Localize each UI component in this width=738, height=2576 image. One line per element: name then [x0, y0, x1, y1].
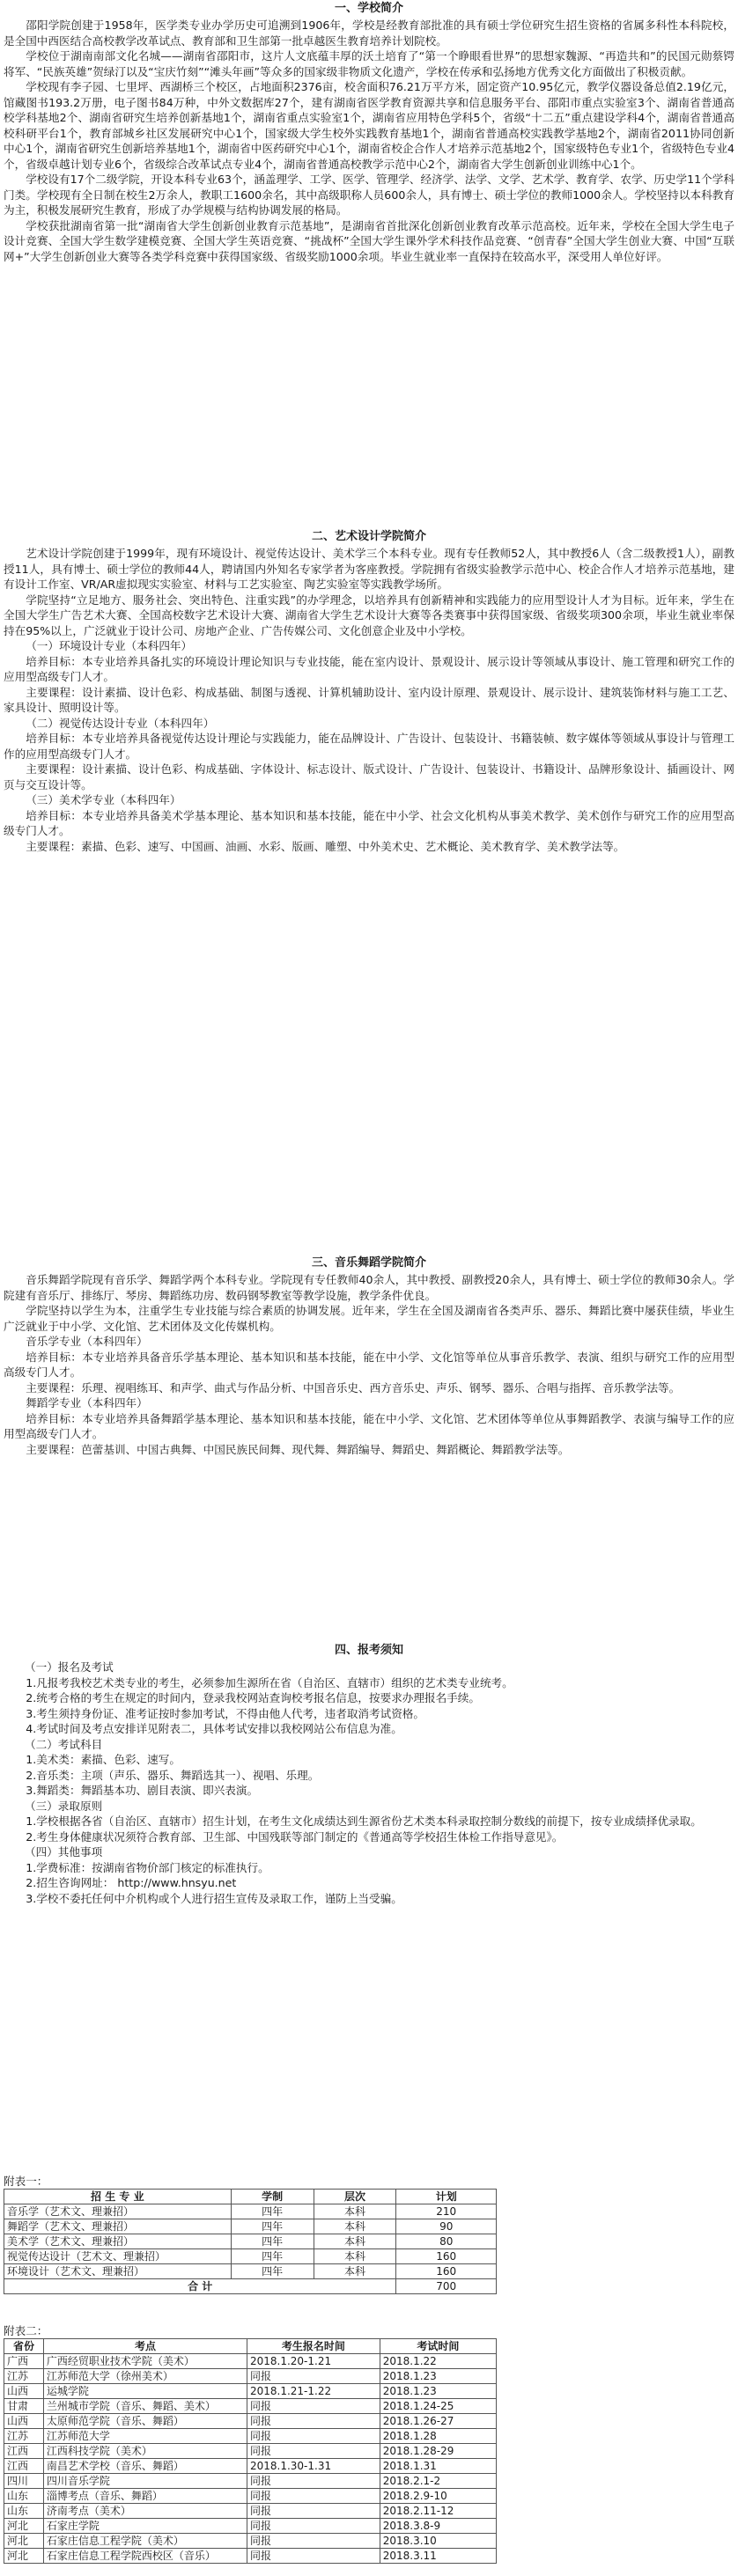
cell-total-label: 合 计 [4, 2279, 396, 2294]
cell-province: 江苏 [4, 2429, 44, 2444]
cell-signup: 同报 [247, 2489, 380, 2504]
header-cell: 考点 [43, 2339, 247, 2354]
cell-major: 视觉传达设计（艺术文、理兼招） [4, 2249, 232, 2264]
plan-caption: 附表一： [4, 2175, 48, 2188]
cell-venue: 淄博考点（音乐、舞蹈） [43, 2489, 247, 2504]
notes-line: 4.考试时间及考点安排详见附表二，具体考试安排以我校网站公布信息为准。 [26, 1722, 402, 1735]
cell-venue: 广西经贸职业技术学院（美术） [43, 2354, 247, 2369]
notes-line: 3.学校不委托任何中介机构或个人进行招生宣传及录取工作，谨防上当受骗。 [26, 1891, 402, 1905]
cell-venue: 江西科技学院（美术） [43, 2444, 247, 2459]
cell-major: 环境设计（艺术文、理兼招） [4, 2264, 232, 2279]
paragraph: 邵阳学院创建于1958年，医学类专业办学历史可追溯到1906年，学校是经教育部批准的具有硕士学位研究生招生资格的省属多科性本科院校，是全国中西医结合高校教学改革试点、教育部和卫生部第一批卓越医生教育培养计划院校。 [4, 18, 734, 48]
notes-heading: （二）考试科目 [25, 1737, 103, 1751]
art-design-intro [0, 528, 738, 854]
cell-exam-date: 2018.1.28 [380, 2429, 496, 2444]
cell-venue: 江苏师范大学（徐州美术） [43, 2369, 247, 2384]
major-line: 主要课程：设计素描、设计色彩、构成基础、制图与透视、计算机辅助设计、室内设计原理、景观设计、展示设计、建筑装饰材料与施工工艺、家具设计、照明设计等。 [4, 685, 734, 714]
paragraph: 学院坚持“立足地方、服务社会、突出特色、注重实践”的办学理念，以培养具有创新精神和实践能力的应用型设计人才为目标。近年来，学生在全国大学生广告艺术大赛、全国高校数字艺术设计大赛、湖南省大学生艺术设计大赛等各类赛事中获得国家级、省级奖项300余项，毕业生就业率保持在95%以上，广泛就业于设计公司、房地产企业、广告传媒公司、文化创意企业及中小学校。 [4, 592, 734, 637]
cell-major: 音乐学（艺术文、理兼招） [4, 2204, 232, 2219]
cell-signup: 同报 [247, 2399, 380, 2414]
cell-signup: 同报 [247, 2444, 380, 2459]
cell-province: 甘肃 [4, 2399, 44, 2414]
table-row [4, 2549, 497, 2564]
table-row [4, 2459, 497, 2474]
notes-line: 1.学费标准：按湖南省物价部门核定的标准执行。 [26, 1860, 269, 1874]
notes-heading: （一）报名及考试 [25, 1660, 114, 1674]
cell-exam-date: 2018.2.9-10 [380, 2489, 496, 2504]
cell-exam-date: 2018.2.11-12 [380, 2504, 496, 2519]
section-title-school: 一、学校简介 [334, 2, 403, 15]
cell-level: 本科 [314, 2264, 396, 2279]
cell-exam-date: 2018.3.11 [380, 2549, 496, 2564]
notes-line: 2.音乐类：主项（声乐、器乐、舞蹈选其一）、视唱、乐理。 [26, 1768, 320, 1782]
cell-major: 舞蹈学（艺术文、理兼招） [4, 2219, 232, 2234]
notes-line: 3.舞蹈类：舞蹈基本功、剧目表演、即兴表演。 [26, 1784, 259, 1797]
major-line: 主要课程：设计素描、设计色彩、构成基础、字体设计、标志设计、版式设计、广告设计、包装设计、书籍设计、品牌形象设计、插画设计、网页与交互设计等。 [4, 762, 734, 791]
major-line: 培养目标：本专业培养具备美术学基本理论、基本知识和基本技能，能在中小学、社会文化机构从事美术教学、美术创作与研究工作的应用型高级专门人才。 [4, 808, 734, 837]
cell-venue: 南昌艺术学校（音乐、舞蹈） [43, 2459, 247, 2474]
paragraph: 学院坚持以学生为本，注重学生专业技能与综合素质的协调发展。近年来，学生在全国及湖南省各类声乐、器乐、舞蹈比赛中屡获佳绩，毕业生广泛就业于中小学、文化馆、艺术团体及文化传媒机构。 [4, 1304, 734, 1333]
section-title-art: 二、艺术设计学院简介 [311, 530, 426, 543]
paragraph: 音乐舞蹈学院现有音乐学、舞蹈学两个本科专业。学院现有专任教师40余人，其中教授、副教授20余人，具有博士、硕士学位的教师30余人。学院建有音乐厅、排练厅、琴房、舞蹈练功房、数码钢琴教室等教学设施，教学条件优良。 [4, 1273, 734, 1302]
cell-signup: 同报 [247, 2429, 380, 2444]
table-row [4, 2234, 497, 2249]
header-cell: 招 生 专 业 [4, 2190, 232, 2204]
cell-signup: 2018.1.30-1.31 [247, 2459, 380, 2474]
cell-province: 河北 [4, 2519, 44, 2534]
section-title-notes: 四、报考须知 [334, 1644, 403, 1657]
cell-duration: 四年 [231, 2264, 314, 2279]
cell-signup: 同报 [247, 2534, 380, 2549]
table-row [4, 2414, 497, 2429]
paragraph: 学校获批湖南省第一批“湖南省大学生创新创业教育示范基地”，是湖南省首批深化创新创业教育改革示范高校。近年来，学校在全国大学生电子设计竞赛、全国大学生数学建模竞赛、全国大学生英语竞赛、“挑战杯”全国大学生课外学术科技作品竞赛、“创青春”全国大学生创业大赛、中国“互联网+”大学生创新创业大赛等各类学科竞赛中获得国家级、省级奖励1000余项。毕业生就业率一直保持在较高水平，深受用人单位好评。 [4, 218, 734, 263]
cell-venue: 四川音乐学院 [43, 2474, 247, 2489]
header-cell: 省份 [4, 2339, 44, 2354]
cell-duration: 四年 [231, 2204, 314, 2219]
major-heading: 音乐学专业（本科四年） [26, 1335, 148, 1348]
website-link[interactable]: http://www.hnsyu.net [117, 1876, 237, 1889]
table-row [4, 2249, 497, 2264]
table-row [4, 2369, 497, 2384]
table-row [4, 2504, 497, 2519]
major-heading: 舞蹈学专业（本科四年） [26, 1396, 148, 1409]
cell-signup: 同报 [247, 2504, 380, 2519]
table-header-row [4, 2339, 497, 2354]
table-row [4, 2534, 497, 2549]
paragraph: 艺术设计学院创建于1999年，现有环境设计、视觉传达设计、美术学三个本科专业。现有专任教师52人，其中教授6人（含二级教授1人），副教授11人，具有博士、硕士学位的教师44人，聘请国内外知名专家学者为客座教授。学院拥有省级实验教学示范中心、校企合作人才培养示范基地，建有设计工作室、VR/AR虚拟现实实验室、材料与工艺实验室、陶艺实验室等实践教学场所。 [4, 547, 734, 591]
cell-exam-date: 2018.2.1-2 [380, 2474, 496, 2489]
music-dance-intro [0, 1255, 738, 1457]
paragraph: 学校设有17个二级学院，开设本科专业63个，涵盖理学、工学、医学、管理学、经济学、法学、文学、艺术学、教育学、农学、历史学11个学科门类。学校现有全日制在校生2万余人，教职工1600余名，其中高级职称人员600余人，具有博士、硕士学位的教师1000余人。学校坚持以本科教育为主，积极发展研究生教育，形成了办学规模与结构协调发展的格局。 [4, 173, 734, 217]
cell-venue: 兰州城市学院（音乐、舞蹈、美术） [43, 2399, 247, 2414]
header-cell: 考生报名时间 [247, 2339, 380, 2354]
paragraph: 学校位于湖南南部文化名城——湖南省邵阳市，这片人文底蕴丰厚的沃土培育了“第一个睁眼看世界”的思想家魏源、“再造共和”的民国元勋蔡锷将军、“民族英雄”贺绿汀以及“宝庆竹刻”“滩头年画”等众多的国家级非物质文化遗产，学校在传承和弘扬地方优秀文化方面做出了积极贡献。 [4, 49, 734, 78]
cell-province: 广西 [4, 2354, 44, 2369]
cell-major: 美术学（艺术文、理兼招） [4, 2234, 232, 2249]
cell-quota: 210 [396, 2204, 497, 2219]
cell-exam-date: 2018.3.10 [380, 2534, 496, 2549]
table-row [4, 2384, 497, 2399]
major-heading: （三）美术学专业（本科四年） [26, 793, 181, 806]
header-cell: 学制 [231, 2190, 314, 2204]
enrollment-plan-table [4, 2189, 497, 2294]
cell-signup: 同报 [247, 2549, 380, 2564]
table-header-row [4, 2190, 497, 2204]
cell-province: 四川 [4, 2474, 44, 2489]
major-line: 培养目标：本专业培养具备音乐学基本理论、基本知识和基本技能，能在中小学、文化馆等单位从事音乐教学、表演、组织与研究工作的应用型高级专门人才。 [4, 1350, 734, 1379]
cell-venue: 石家庄学院 [43, 2519, 247, 2534]
cell-signup: 同报 [247, 2474, 380, 2489]
table-row [4, 2399, 497, 2414]
cell-venue: 石家庄信息工程学院（美术） [43, 2534, 247, 2549]
cell-level: 本科 [314, 2219, 396, 2234]
notes-heading: （四）其他事项 [25, 1845, 103, 1858]
notes-line: 1.学校根据各省（自治区、直辖市）招生计划，在考生文化成绩达到生源省份艺术类本科录取控制分数线的前提下，按专业成绩择优录取。 [26, 1814, 702, 1828]
website-label: 2.招生咨询网址： [26, 1876, 114, 1889]
major-line: 培养目标：本专业培养具备视觉传达设计理论与实践能力，能在品牌设计、广告设计、包装设计、书籍装帧、数字媒体等领域从事设计与管理工作的应用型高级专门人才。 [4, 732, 734, 761]
cell-duration: 四年 [231, 2249, 314, 2264]
cell-signup: 2018.1.21-1.22 [247, 2384, 380, 2399]
notes-line: 1.美术类：素描、色彩、速写。 [26, 1753, 181, 1766]
school-intro [0, 0, 738, 264]
major-line: 主要课程：乐理、视唱练耳、和声学、曲式与作品分析、中国音乐史、西方音乐史、声乐、钢琴、器乐、合唱与指挥、音乐教学法等。 [26, 1380, 681, 1395]
table-row [4, 2519, 497, 2534]
table-row [4, 2219, 497, 2234]
header-cell: 考试时间 [380, 2339, 496, 2354]
cell-venue: 太原师范学院（音乐、舞蹈） [43, 2414, 247, 2429]
cell-venue: 石家庄信息工程学院西校区（音乐） [43, 2549, 247, 2564]
cell-exam-date: 2018.1.23 [380, 2369, 496, 2384]
header-cell: 计划 [396, 2190, 497, 2204]
cell-venue: 江苏师范大学 [43, 2429, 247, 2444]
cell-province: 江苏 [4, 2369, 44, 2384]
table-row [4, 2204, 497, 2219]
cell-signup: 2018.1.20-1.21 [247, 2354, 380, 2369]
cell-quota: 90 [396, 2219, 497, 2234]
cell-exam-date: 2018.1.24-25 [380, 2399, 496, 2414]
exam-schedule-table [4, 2338, 497, 2564]
major-line: 培养目标：本专业培养具备扎实的环境设计理论知识与专业技能，能在室内设计、景观设计、展示设计等领域从事设计、施工管理和研究工作的应用型高级专门人才。 [4, 654, 734, 683]
cell-quota: 160 [396, 2249, 497, 2264]
table-row [4, 2354, 497, 2369]
notes-heading: （三）录取原则 [25, 1799, 103, 1813]
cell-signup: 同报 [247, 2519, 380, 2534]
cell-province: 山东 [4, 2504, 44, 2519]
table-row [4, 2429, 497, 2444]
cell-exam-date: 2018.1.22 [380, 2354, 496, 2369]
cell-province: 河北 [4, 2549, 44, 2564]
application-notes [0, 1642, 738, 1906]
cell-signup: 同报 [247, 2369, 380, 2384]
cell-level: 本科 [314, 2234, 396, 2249]
cell-duration: 四年 [231, 2219, 314, 2234]
exam-caption: 附表二： [4, 2324, 48, 2337]
major-line: 主要课程：芭蕾基训、中国古典舞、中国民族民间舞、现代舞、舞蹈编导、舞蹈史、舞蹈概论、舞蹈教学法等。 [26, 1442, 570, 1456]
cell-duration: 四年 [231, 2234, 314, 2249]
table-row [4, 2489, 497, 2504]
major-heading: （二）视觉传达设计专业（本科四年） [26, 716, 215, 730]
cell-total: 700 [396, 2279, 497, 2294]
cell-province: 江西 [4, 2459, 44, 2474]
cell-province: 山东 [4, 2489, 44, 2504]
notes-line: 2.统考合格的考生在规定的时间内，登录我校网站查询校考报名信息，按要求办理报名手续。 [26, 1691, 480, 1704]
plan-table-block [0, 2175, 738, 2294]
table-row [4, 2474, 497, 2489]
table-row [4, 2444, 497, 2459]
cell-exam-date: 2018.1.31 [380, 2459, 496, 2474]
major-line: 培养目标：本专业培养具备舞蹈学基本理论、基本知识和基本技能，能在中小学、文化馆、艺术团体等单位从事舞蹈教学、表演与编导工作的应用型高级专门人才。 [4, 1411, 734, 1440]
cell-province: 山西 [4, 2384, 44, 2399]
cell-province: 江西 [4, 2444, 44, 2459]
table-row [4, 2264, 497, 2279]
cell-exam-date: 2018.1.28-29 [380, 2444, 496, 2459]
paragraph: 学校现有李子园、七里坪、西湖桥三个校区，占地面积2376亩，校舍面积76.21万平方米，固定资产10.95亿元，教学仪器设备总值2.19亿元，馆藏图书193.2万册，电子图书84万种，中外文数据库27个，建有湖南省医学教育资源共享和信息服务平台、邵阳市重点实验室3个、湖南省普通高校学科基地2个、湖南省研究生培养创新基地1个，湖南省重点实验室1个，湖南省应用特色学科5个，省级“十二五”重点建设学科4个，湖南省普通高校科研平台1个，教育部城乡社区发展研究中心1个，国家级大学生校外实践教育基地1个，湖南省普通高校实践教学基地2个，湖南省2011协同创新中心1个，湖南省研究生创新培养基地1个，湖南省中医药研究中心1个，湖南省校企合作人才培养示范基地2个，国家级特色专业1个，省级特色专业4个，省级卓越计划专业6个，省级综合改革试点专业4个，湖南省普通高校教学示范中心2个，湖南省大学生创新创业训练中心1个。 [4, 80, 734, 171]
cell-exam-date: 2018.3.8-9 [380, 2519, 496, 2534]
cell-quota: 80 [396, 2234, 497, 2249]
notes-line: 2.考生身体健康状况须符合教育部、卫生部、中国残联等部门制定的《普通高等学校招生体检工作指导意见》。 [26, 1829, 564, 1844]
cell-signup: 同报 [247, 2414, 380, 2429]
section-title-music: 三、音乐舞蹈学院简介 [311, 1256, 426, 1270]
cell-exam-date: 2018.1.26-27 [380, 2414, 496, 2429]
cell-province: 山西 [4, 2414, 44, 2429]
notes-line [0, 1875, 738, 1891]
cell-venue: 济南考点（美术） [43, 2504, 247, 2519]
cell-venue: 运城学院 [43, 2384, 247, 2399]
cell-province: 河北 [4, 2534, 44, 2549]
table-total-row [4, 2279, 497, 2294]
exam-table-block [0, 2324, 738, 2564]
notes-line: 1.凡报考我校艺术类专业的考生，必须参加生源所在省（自治区、直辖市）组织的艺术类专业统考。 [26, 1675, 513, 1689]
cell-level: 本科 [314, 2249, 396, 2264]
cell-exam-date: 2018.1.23 [380, 2384, 496, 2399]
cell-quota: 160 [396, 2264, 497, 2279]
major-heading: （一）环境设计专业（本科四年） [26, 639, 193, 652]
header-cell: 层次 [314, 2190, 396, 2204]
major-line: 主要课程：素描、色彩、速写、中国画、油画、水彩、版画、雕塑、中外美术史、艺术概论、美术教育学、美术教学法等。 [26, 839, 625, 853]
cell-level: 本科 [314, 2204, 396, 2219]
notes-line: 3.考生须持身份证、准考证按时参加考试，不得由他人代考，违者取消考试资格。 [26, 1706, 424, 1720]
